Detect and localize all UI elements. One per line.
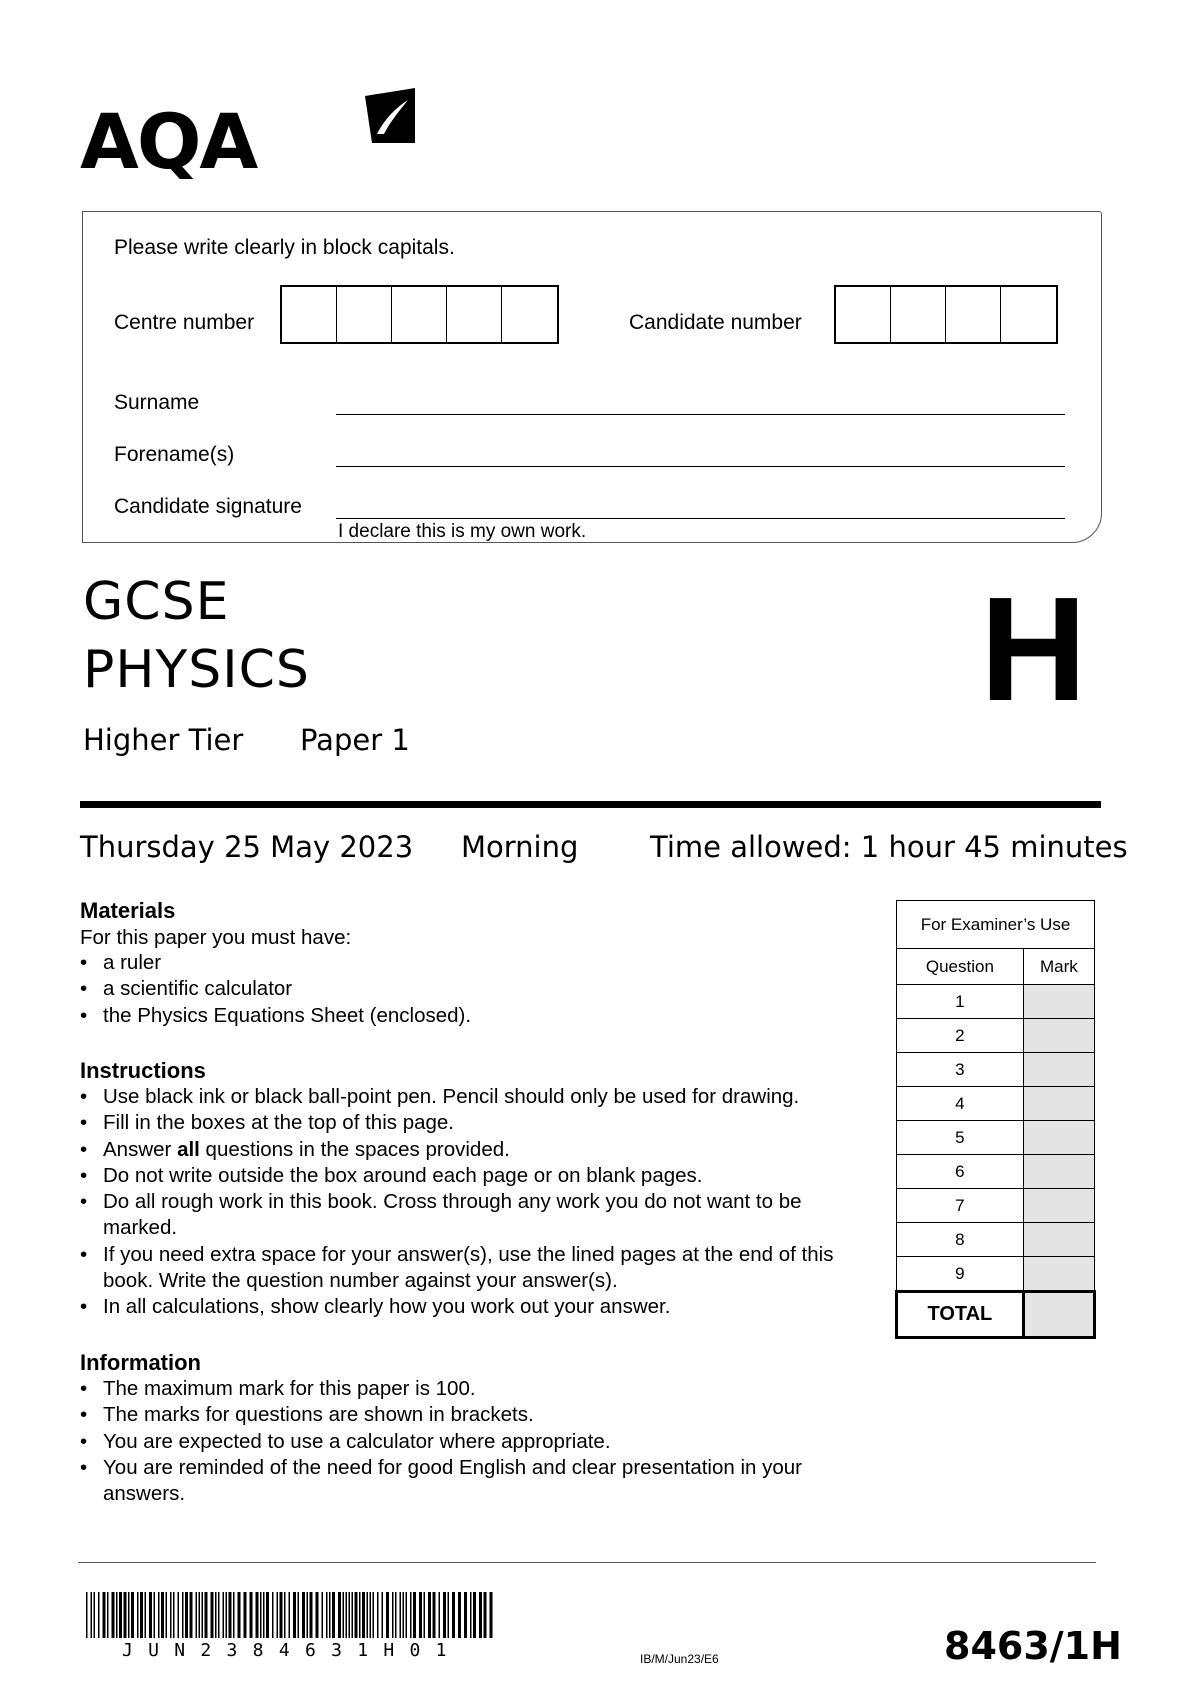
barcode-text: JUN2384631H01 (122, 1640, 462, 1661)
question-number: 9 (897, 1257, 1024, 1292)
mark-cell (1023, 1121, 1094, 1155)
tier-label: Higher Tier (83, 723, 244, 757)
centre-digit-box[interactable] (392, 287, 447, 342)
list-item: • You are expected to use a calculator where appropriate. (80, 1429, 840, 1455)
subject-title: PHYSICS (83, 640, 310, 700)
list-item: • The marks for questions are shown in brackets. (80, 1402, 840, 1428)
exam-session: Morning (461, 830, 579, 864)
list-item: • a ruler (80, 950, 880, 976)
header-divider (80, 801, 1101, 808)
paper-code: 8463/1H (944, 1624, 1122, 1668)
list-item: • the Physics Equations Sheet (enclosed). (80, 1003, 880, 1029)
mark-cell (1023, 1155, 1094, 1189)
footer-divider (78, 1562, 1096, 1563)
examiner-table-title: For Examiner’s Use (897, 901, 1095, 949)
forename-line[interactable] (336, 466, 1065, 467)
question-number: 4 (897, 1087, 1024, 1121)
candidate-digit-box[interactable] (946, 287, 1001, 342)
question-number: 5 (897, 1121, 1024, 1155)
signature-line[interactable] (336, 518, 1065, 519)
candidate-number-boxes[interactable] (834, 285, 1058, 344)
declaration-text: I declare this is my own work. (338, 521, 587, 542)
qualification-title: GCSE (83, 572, 230, 632)
candidate-digit-box[interactable] (891, 287, 946, 342)
mark-cell (1023, 1257, 1094, 1292)
materials-list (80, 950, 880, 1029)
candidate-digit-box[interactable] (836, 287, 891, 342)
centre-digit-box[interactable] (447, 287, 502, 342)
centre-digit-box[interactable] (337, 287, 392, 342)
list-item: • The maximum mark for this paper is 100. (80, 1376, 840, 1402)
candidate-digit-box[interactable] (1001, 287, 1056, 342)
question-number: 7 (897, 1189, 1024, 1223)
instructions-heading: Instructions (80, 1058, 206, 1083)
logo-leaf-icon (280, 88, 420, 158)
mark-column-header: Mark (1023, 949, 1094, 985)
logo-text: AQA (80, 97, 257, 186)
signature-label: Candidate signature (114, 495, 302, 518)
examiner-use-table (895, 900, 1096, 1339)
candidate-details-box (82, 211, 1102, 543)
tier-letter: H (980, 567, 1087, 732)
list-item: • Fill in the boxes at the top of this page. (80, 1110, 870, 1136)
mark-cell (1023, 985, 1094, 1019)
question-number: 2 (897, 1019, 1024, 1053)
mark-cell (1023, 1223, 1094, 1257)
information-list (80, 1376, 840, 1507)
surname-label: Surname (114, 391, 200, 414)
total-label: TOTAL (897, 1292, 1024, 1338)
mark-cell (1023, 1189, 1094, 1223)
instructions-list (80, 1084, 870, 1321)
list-item: • Answer all questions in the spaces provided. (80, 1137, 870, 1163)
exam-date: Thursday 25 May 2023 (80, 830, 414, 864)
mark-cell (1023, 1053, 1094, 1087)
question-number: 3 (897, 1053, 1024, 1087)
list-item: • Use black ink or black ball-point pen. Pencil should only be used for drawing. (80, 1084, 870, 1110)
list-item: • If you need extra space for your answer(s), use the lined pages at the end of this book. Write the question number against your answer(s). (80, 1242, 870, 1295)
time-allowed: Time allowed: 1 hour 45 minutes (650, 830, 1128, 864)
centre-digit-box[interactable] (502, 287, 557, 342)
surname-line[interactable] (336, 414, 1065, 415)
block-capitals-instruction: Please write clearly in block capitals. (114, 236, 455, 259)
centre-number-boxes[interactable] (280, 285, 559, 344)
forename-label: Forename(s) (114, 443, 235, 466)
list-item: • Do not write outside the box around each page or on blank pages. (80, 1163, 870, 1189)
list-item: • You are reminded of the need for good English and clear presentation in your answers. (80, 1455, 840, 1508)
centre-digit-box[interactable] (282, 287, 337, 342)
centre-number-label: Centre number (114, 311, 255, 334)
question-column-header: Question (897, 949, 1024, 985)
question-number: 6 (897, 1155, 1024, 1189)
question-number: 8 (897, 1223, 1024, 1257)
total-mark-cell (1023, 1292, 1094, 1338)
list-item: • In all calculations, show clearly how you work out your answer. (80, 1294, 870, 1320)
information-heading: Information (80, 1350, 201, 1375)
reference-code: IB/M/Jun23/E6 (640, 1652, 719, 1666)
barcode-image (86, 1592, 496, 1638)
mark-cell (1023, 1019, 1094, 1053)
mark-cell (1023, 1087, 1094, 1121)
paper-label: Paper 1 (300, 723, 410, 757)
materials-intro: For this paper you must have: (80, 926, 352, 949)
candidate-number-label: Candidate number (629, 311, 802, 334)
list-item: • a scientific calculator (80, 976, 880, 1002)
list-item: • Do all rough work in this book. Cross through any work you do not want to be marked. (80, 1189, 870, 1242)
materials-heading: Materials (80, 898, 176, 923)
question-number: 1 (897, 985, 1024, 1019)
